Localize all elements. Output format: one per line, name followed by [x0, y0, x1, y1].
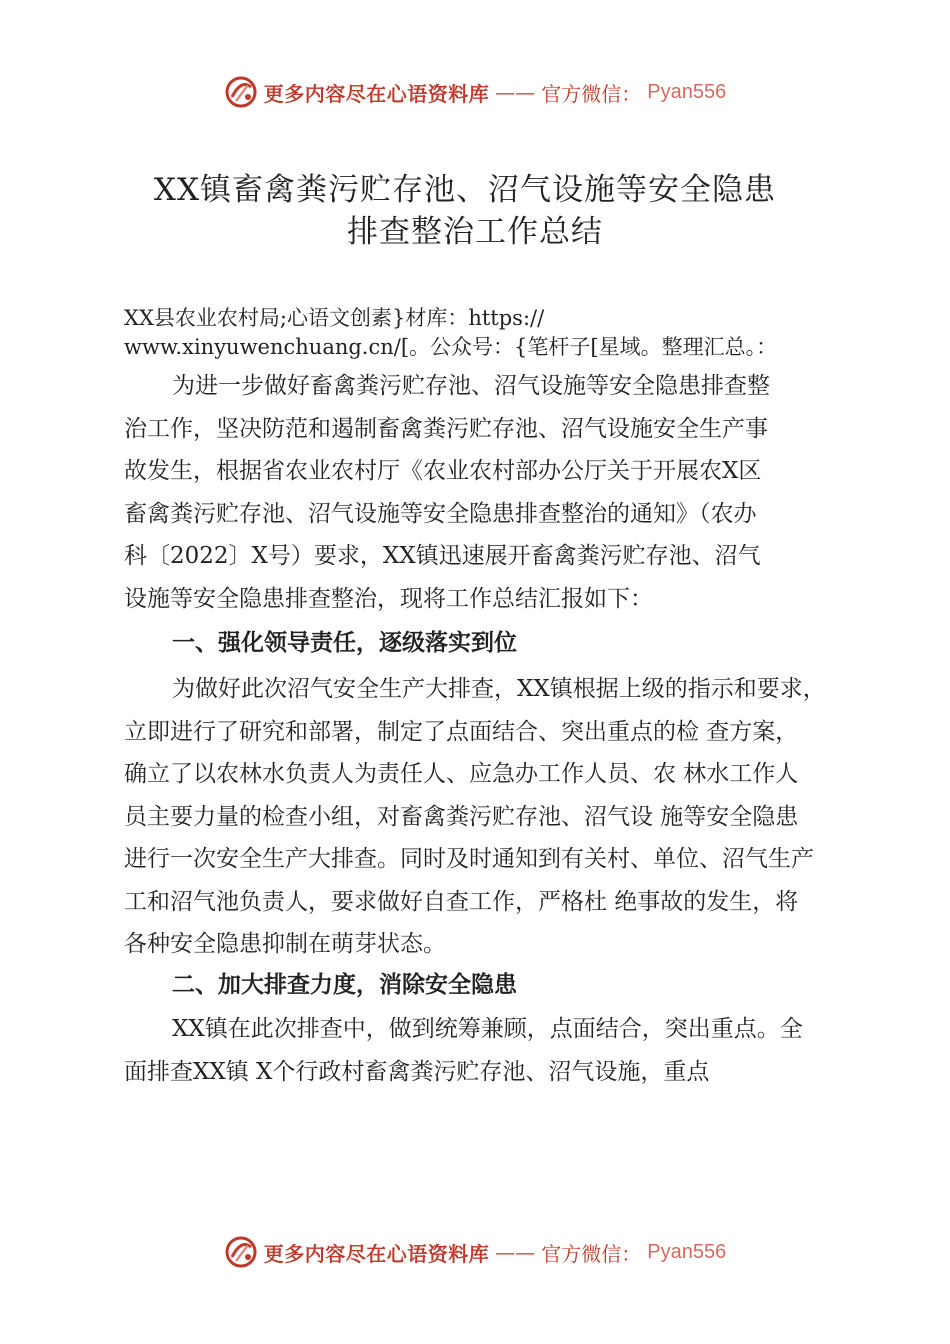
footer-banner [0, 1230, 950, 1274]
banner-site-text: 更多内容尽在心语资料库 [263, 1241, 490, 1266]
paragraph-line: 畜禽粪污贮存池、沼气设施等安全隐患排查整治的通知》（农办 [124, 500, 757, 527]
banner-separator: —— [495, 1240, 536, 1264]
banner-separator: —— [495, 80, 536, 104]
paragraph-line: 工和沼气池负责人，要求做好自查工作，严格杜 绝事故的发生，将 [124, 888, 799, 915]
header-banner [0, 70, 950, 114]
section-2-paragraph [124, 1008, 884, 1093]
meta-line-2: www.xinyuwenchuang.cn/[。公众号：{笔杆子[星域。整理汇总。： [124, 335, 778, 359]
section-heading-1: 一、强化领导责任，逐级落实到位 [172, 630, 517, 656]
section-1-paragraph [124, 668, 884, 966]
document-title-line-2: 排查整治工作总结 [347, 214, 603, 250]
intro-paragraph [124, 365, 884, 620]
banner-wechat-id: Pyan556 [647, 80, 727, 103]
paragraph-line: 为进一步做好畜禽粪污贮存池、沼气设施等安全隐患排查整 [172, 373, 770, 399]
paragraph-line: 设施等安全隐患排查整治，现将工作总结汇报如下： [124, 585, 653, 612]
paragraph-line: 治工作，坚决防范和遏制畜禽粪污贮存池、沼气设施安全生产事 [124, 415, 768, 442]
paragraph-line: 员主要力量的检查小组，对畜禽粪污贮存池、沼气设 施等安全隐患 [124, 803, 799, 830]
meta-line-1: XX县农业农村局;心语文创素}材库：https:// [124, 306, 545, 330]
banner-wechat-id: Pyan556 [647, 1240, 727, 1263]
logo-icon [224, 75, 258, 109]
banner-wechat-label: 官方微信： [541, 1241, 642, 1266]
banner-wechat-label: 官方微信： [541, 81, 642, 106]
banner-site-text: 更多内容尽在心语资料库 [263, 81, 490, 106]
paragraph-line: 确立了以农林水负责人为责任人、应急办工作人员、农 林水工作人 [124, 761, 799, 787]
paragraph-line: 科〔2022〕X号）要求，XX镇迅速展开畜禽粪污贮存池、沼气 [124, 543, 761, 569]
paragraph-line: 进行一次安全生产大排查。同时及时通知到有关村、单位、沼气生产 [124, 846, 814, 872]
paragraph-line: 为做好此次沼气安全生产大排查，XX镇根据上级的指示和要求， [172, 676, 826, 702]
logo-icon [224, 1235, 258, 1269]
section-heading-2: 二、加大排查力度，消除安全隐患 [172, 972, 517, 998]
document-title-line-1: XX镇畜禽粪污贮存池、沼气设施等安全隐患 [153, 172, 777, 208]
paragraph-line: 立即进行了研究和部署，制定了点面结合、突出重点的检 查方案， [124, 718, 799, 745]
paragraph-line: 面排查XX镇 X个行政村畜禽粪污贮存池、沼气设施，重点 [124, 1058, 710, 1085]
paragraph-line: XX镇在此次排查中，做到统筹兼顾，点面结合，突出重点。全 [172, 1016, 803, 1042]
paragraph-line: 各种安全隐患抑制在萌芽状态。 [124, 931, 446, 957]
paragraph-line: 故发生，根据省农业农村厅《农业农村部办公厅关于开展农X区 [124, 458, 762, 484]
